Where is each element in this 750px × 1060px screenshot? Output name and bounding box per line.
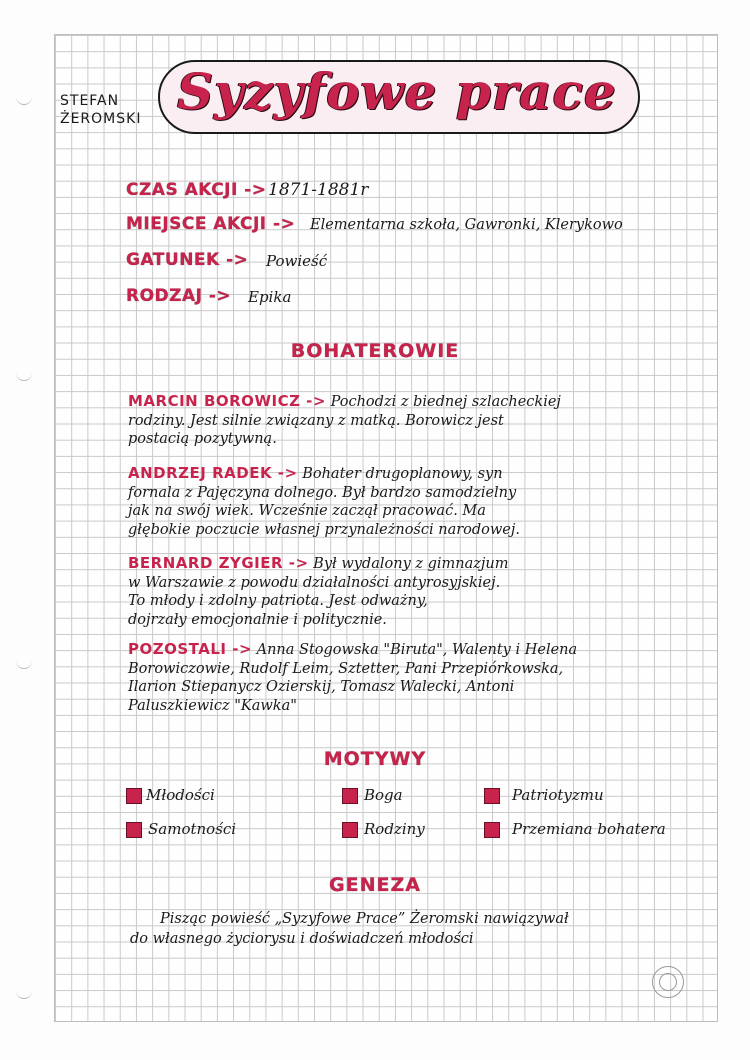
hero-entry: [128, 554, 509, 629]
fact-label-genre: GATUNEK ->: [126, 250, 249, 270]
hero-description-line: głębokie poczucie własnej przynależności narodowej.: [128, 521, 520, 538]
motif-item: Samotności: [148, 820, 237, 838]
hero-description-start: Pochodzi z biednej szlacheckiej: [330, 394, 561, 410]
binder-hole-mark: [16, 660, 32, 669]
fact-label-kind: RODZAJ ->: [126, 286, 232, 306]
fact-value-place: Elementarna szkoła, Gawronki, Klerykowo: [310, 217, 623, 233]
binder-hole-mark: [16, 96, 32, 105]
author-first-name: STEFAN: [60, 93, 120, 109]
title-banner: [158, 52, 638, 148]
motif-bullet: [126, 788, 142, 804]
genesis-heading: GENEZA: [329, 874, 421, 896]
globe-logo-inner-ring: [659, 973, 677, 991]
genesis-line: do własnego życiorysu i doświadczeń młodości: [130, 931, 474, 947]
hero-description-line: Borowiczowie, Rudolf Leim, Sztetter, Pani Przepiórkowska,: [128, 660, 564, 677]
fact-label-place: MIEJSCE AKCJI ->: [126, 214, 296, 234]
hero-description-line: To młody i zdolny patriota. Jest odważny,: [128, 593, 428, 609]
hero-description-line: Ilarion Stiepanycz Ozierskij, Tomasz Walecki, Antoni: [128, 679, 515, 695]
book-title: Syzyfowe prace: [177, 62, 617, 121]
hero-entry: [128, 640, 577, 715]
hero-name: ANDRZEJ RADEK ->: [128, 464, 298, 482]
motif-bullet: [126, 822, 142, 838]
hero-description-line: w Warszawie z powodu działalności antyrosyjskiej.: [128, 574, 501, 591]
motif-bullet: [342, 822, 358, 838]
hero-description-start: Bohater drugoplanowy, syn: [302, 466, 503, 482]
binder-hole-mark: [16, 990, 32, 999]
motif-bullet: [484, 788, 500, 804]
hero-name: BERNARD ZYGIER ->: [128, 554, 309, 572]
hero-description-start: Był wydalony z gimnazjum: [313, 556, 509, 572]
hero-entry: [128, 392, 561, 449]
motif-item: Rodziny: [364, 820, 425, 838]
hero-description-start: Anna Stogowska "Biruta", Walenty i Helena: [256, 642, 578, 658]
motif-item: Patriotyzmu: [512, 786, 604, 804]
fact-label-time: CZAS AKCJI ->: [126, 180, 267, 200]
fact-value-kind: Epika: [248, 288, 292, 306]
fact-value-genre: Powieść: [266, 252, 328, 270]
author-last-name: ŻEROMSKI: [60, 111, 142, 127]
hero-description-line: postacią pozytywną.: [128, 431, 277, 447]
motif-item: Przemiana bohatera: [512, 820, 666, 838]
motif-bullet: [484, 822, 500, 838]
hero-name: MARCIN BOROWICZ ->: [128, 392, 326, 410]
hero-entry: [128, 464, 520, 539]
motif-item: Boga: [364, 786, 403, 804]
hero-description-line: Paluszkiewicz "Kawka": [128, 697, 297, 714]
hero-description-line: fornala z Pajęczyna dolnego. Był bardzo samodzielny: [128, 484, 517, 501]
motif-bullet: [342, 788, 358, 804]
author-name: [60, 92, 141, 128]
hero-description-line: rodziny. Jest silnie związany z matką. Borowicz jest: [128, 412, 504, 429]
heroes-heading: BOHATEROWIE: [290, 340, 460, 362]
globe-logo-icon: [652, 966, 684, 998]
genesis-line: Pisząc powieść „Syzyfowe Prace” Żeromski nawiązywał: [160, 911, 569, 927]
fact-value-time: 1871-1881r: [268, 180, 369, 200]
motifs-heading: MOTYWY: [323, 748, 427, 770]
hero-name: POZOSTALI ->: [128, 640, 253, 658]
hero-description-line: jak na swój wiek. Wcześnie zaczął pracować. Ma: [128, 503, 486, 519]
binder-hole-mark: [16, 372, 32, 381]
motif-item: Młodości: [146, 786, 215, 804]
hero-description-line: dojrzały emocjonalnie i politycznie.: [128, 611, 387, 628]
